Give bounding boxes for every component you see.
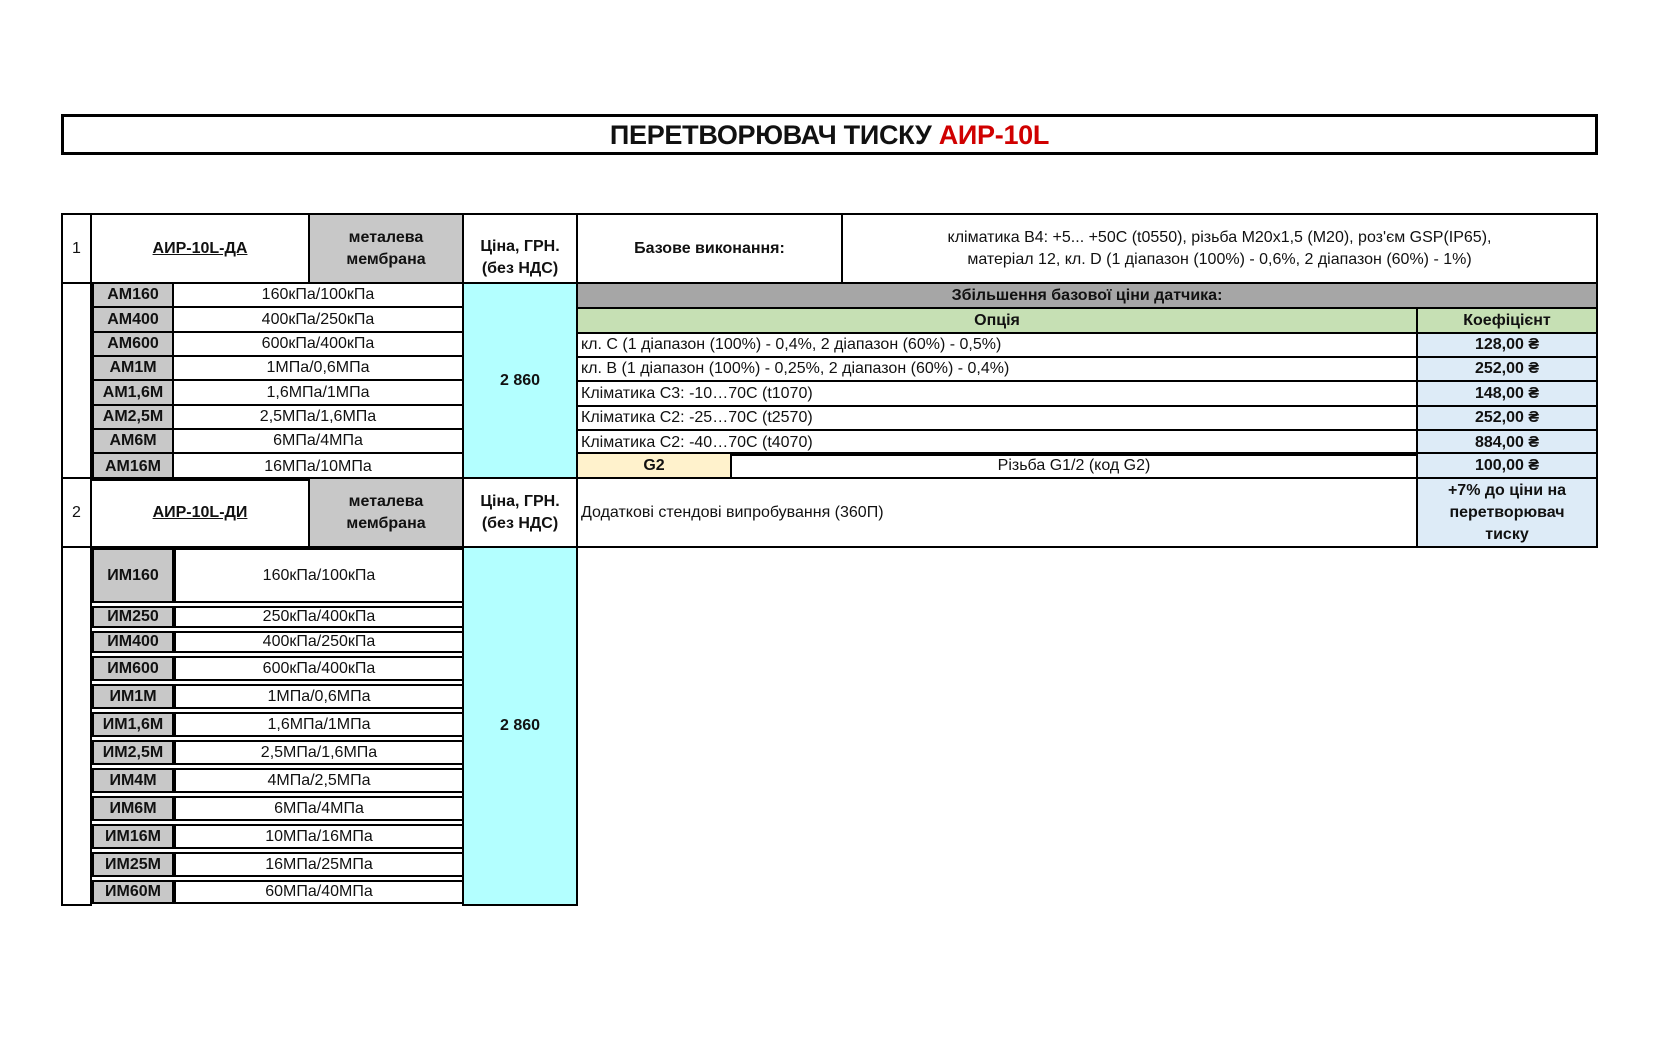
table-row-code: АМ16М — [92, 452, 174, 481]
table-row-code: ИМ1М — [92, 684, 174, 709]
table-row-code: ИМ250 — [92, 606, 174, 628]
extra-coef: +7% до ціни на перетворювач тиску — [1416, 477, 1598, 548]
page-title — [61, 114, 1598, 155]
table-row-code: ИМ25М — [92, 852, 174, 877]
g2-code: G2 — [576, 452, 732, 479]
extra-option: Додаткові стендові випробування (360П) — [576, 477, 1418, 548]
table-row-range: 4МПа/2,5МПа — [174, 768, 464, 793]
option-row-label: кл. С (1 діапазон (100%) - 0,4%, 2 діапазон (60%) - 0,5%) — [576, 332, 1418, 358]
table-row-code: ИМ2,5М — [92, 740, 174, 765]
table-row-range: 250кПа/400кПа — [174, 606, 464, 628]
option-row-label: Кліматика С2: -40…70С (t4070) — [576, 429, 1418, 456]
table-row-code: АМ1,6М — [92, 379, 174, 406]
table-row-code: ИМ160 — [92, 548, 174, 603]
table-row-code: АМ600 — [92, 331, 174, 357]
table-row-range: 16МПа/25МПа — [174, 852, 464, 877]
table-row-range: 1МПа/0,6МПа — [174, 684, 464, 709]
section1-price-header: Ціна, ГРН. (без НДС) — [462, 213, 578, 284]
table-row-range: 160кПа/100кПа — [174, 548, 464, 603]
table-row-code: ИМ16М — [92, 824, 174, 849]
table-row-range: 2,5МПа/1,6МПа — [174, 740, 464, 765]
g2-coef: 100,00 ₴ — [1416, 452, 1598, 479]
table-row-range: 600кПа/400кПа — [174, 656, 464, 681]
table-row-range: 600кПа/400кПа — [172, 331, 464, 357]
section1-model: АИР-10L-ДА — [90, 213, 310, 284]
section2-model: АИР-10L-ДИ — [90, 477, 310, 548]
section1-rows-left — [61, 282, 92, 479]
table-row-code: ИМ1,6М — [92, 712, 174, 737]
table-row-code: АМ2,5М — [92, 404, 174, 430]
title-model: АИР-10L — [938, 119, 1050, 150]
g2-option: Різьба G1/2 (код G2) — [730, 452, 1418, 479]
table-row-range: 6МПа/4МПа — [174, 796, 464, 821]
option-row-coef: 884,00 ₴ — [1416, 429, 1598, 456]
section2-membrane: металева мембрана — [308, 477, 464, 548]
table-row-code: ИМ6М — [92, 796, 174, 821]
options-col-coef: Коефіцієнт — [1416, 307, 1598, 334]
table-row-range: 2,5МПа/1,6МПа — [172, 404, 464, 430]
table-row-range: 400кПа/250кПа — [174, 631, 464, 653]
section1-membrane: металева мембрана — [308, 213, 464, 284]
table-row-code: ИМ60М — [92, 880, 174, 904]
base-execution-description — [841, 213, 1598, 284]
table-row-range: 60МПа/40МПа — [174, 880, 464, 904]
option-row-label: Кліматика С3: -10…70С (t1070) — [576, 380, 1418, 407]
table-row-range: 160кПа/100кПа — [172, 282, 464, 308]
section2-price-header: Ціна, ГРН. (без НДС) — [462, 477, 578, 548]
base-desc-line2: матеріал 12, кл. D (1 діапазон (100%) - 0,6%, 2 діапазон (60%) - 1%) — [967, 250, 1472, 268]
table-row-code: АМ1М — [92, 355, 174, 381]
section1-price: 2 860 — [462, 282, 578, 479]
base-desc-line1: кліматика В4: +5... +50С (t0550), різьба М20х1,5 (М20), роз'єм GSP(IP65), — [947, 228, 1492, 246]
option-row-label: Кліматика С2: -25…70С (t2570) — [576, 405, 1418, 431]
option-row-coef: 128,00 ₴ — [1416, 332, 1598, 358]
table-row-range: 6МПа/4МПа — [172, 428, 464, 454]
table-row-code: ИМ4М — [92, 768, 174, 793]
option-row-coef: 148,00 ₴ — [1416, 380, 1598, 407]
section2-rows-left — [61, 546, 92, 906]
table-row-range: 1,6МПа/1МПа — [172, 379, 464, 406]
table-row-range: 1,6МПа/1МПа — [174, 712, 464, 737]
options-col-option: Опція — [576, 307, 1418, 334]
table-row-code: АМ400 — [92, 306, 174, 333]
options-header: Збільшення базової ціни датчика: — [576, 282, 1598, 309]
table-row-range: 400кПа/250кПа — [172, 306, 464, 333]
title-main: ПЕРЕТВОРЮВАЧ ТИСКУ — [609, 119, 939, 150]
table-row-range: 10МПа/16МПа — [174, 824, 464, 849]
table-row-code: ИМ600 — [92, 656, 174, 681]
table-row-code: АМ160 — [92, 282, 174, 308]
section2-number: 2 — [61, 477, 92, 548]
table-row-code: ИМ400 — [92, 631, 174, 653]
table-row-range: 1МПа/0,6МПа — [172, 355, 464, 381]
base-execution-label: Базове виконання: — [576, 213, 843, 284]
section2-price: 2 860 — [462, 546, 578, 906]
table-row-range: 16МПа/10МПа — [172, 452, 464, 481]
table-row-code: АМ6М — [92, 428, 174, 454]
option-row-label: кл. В (1 діапазон (100%) - 0,25%, 2 діапазон (60%) - 0,4%) — [576, 356, 1418, 382]
section1-number: 1 — [61, 213, 92, 284]
option-row-coef: 252,00 ₴ — [1416, 356, 1598, 382]
option-row-coef: 252,00 ₴ — [1416, 405, 1598, 431]
